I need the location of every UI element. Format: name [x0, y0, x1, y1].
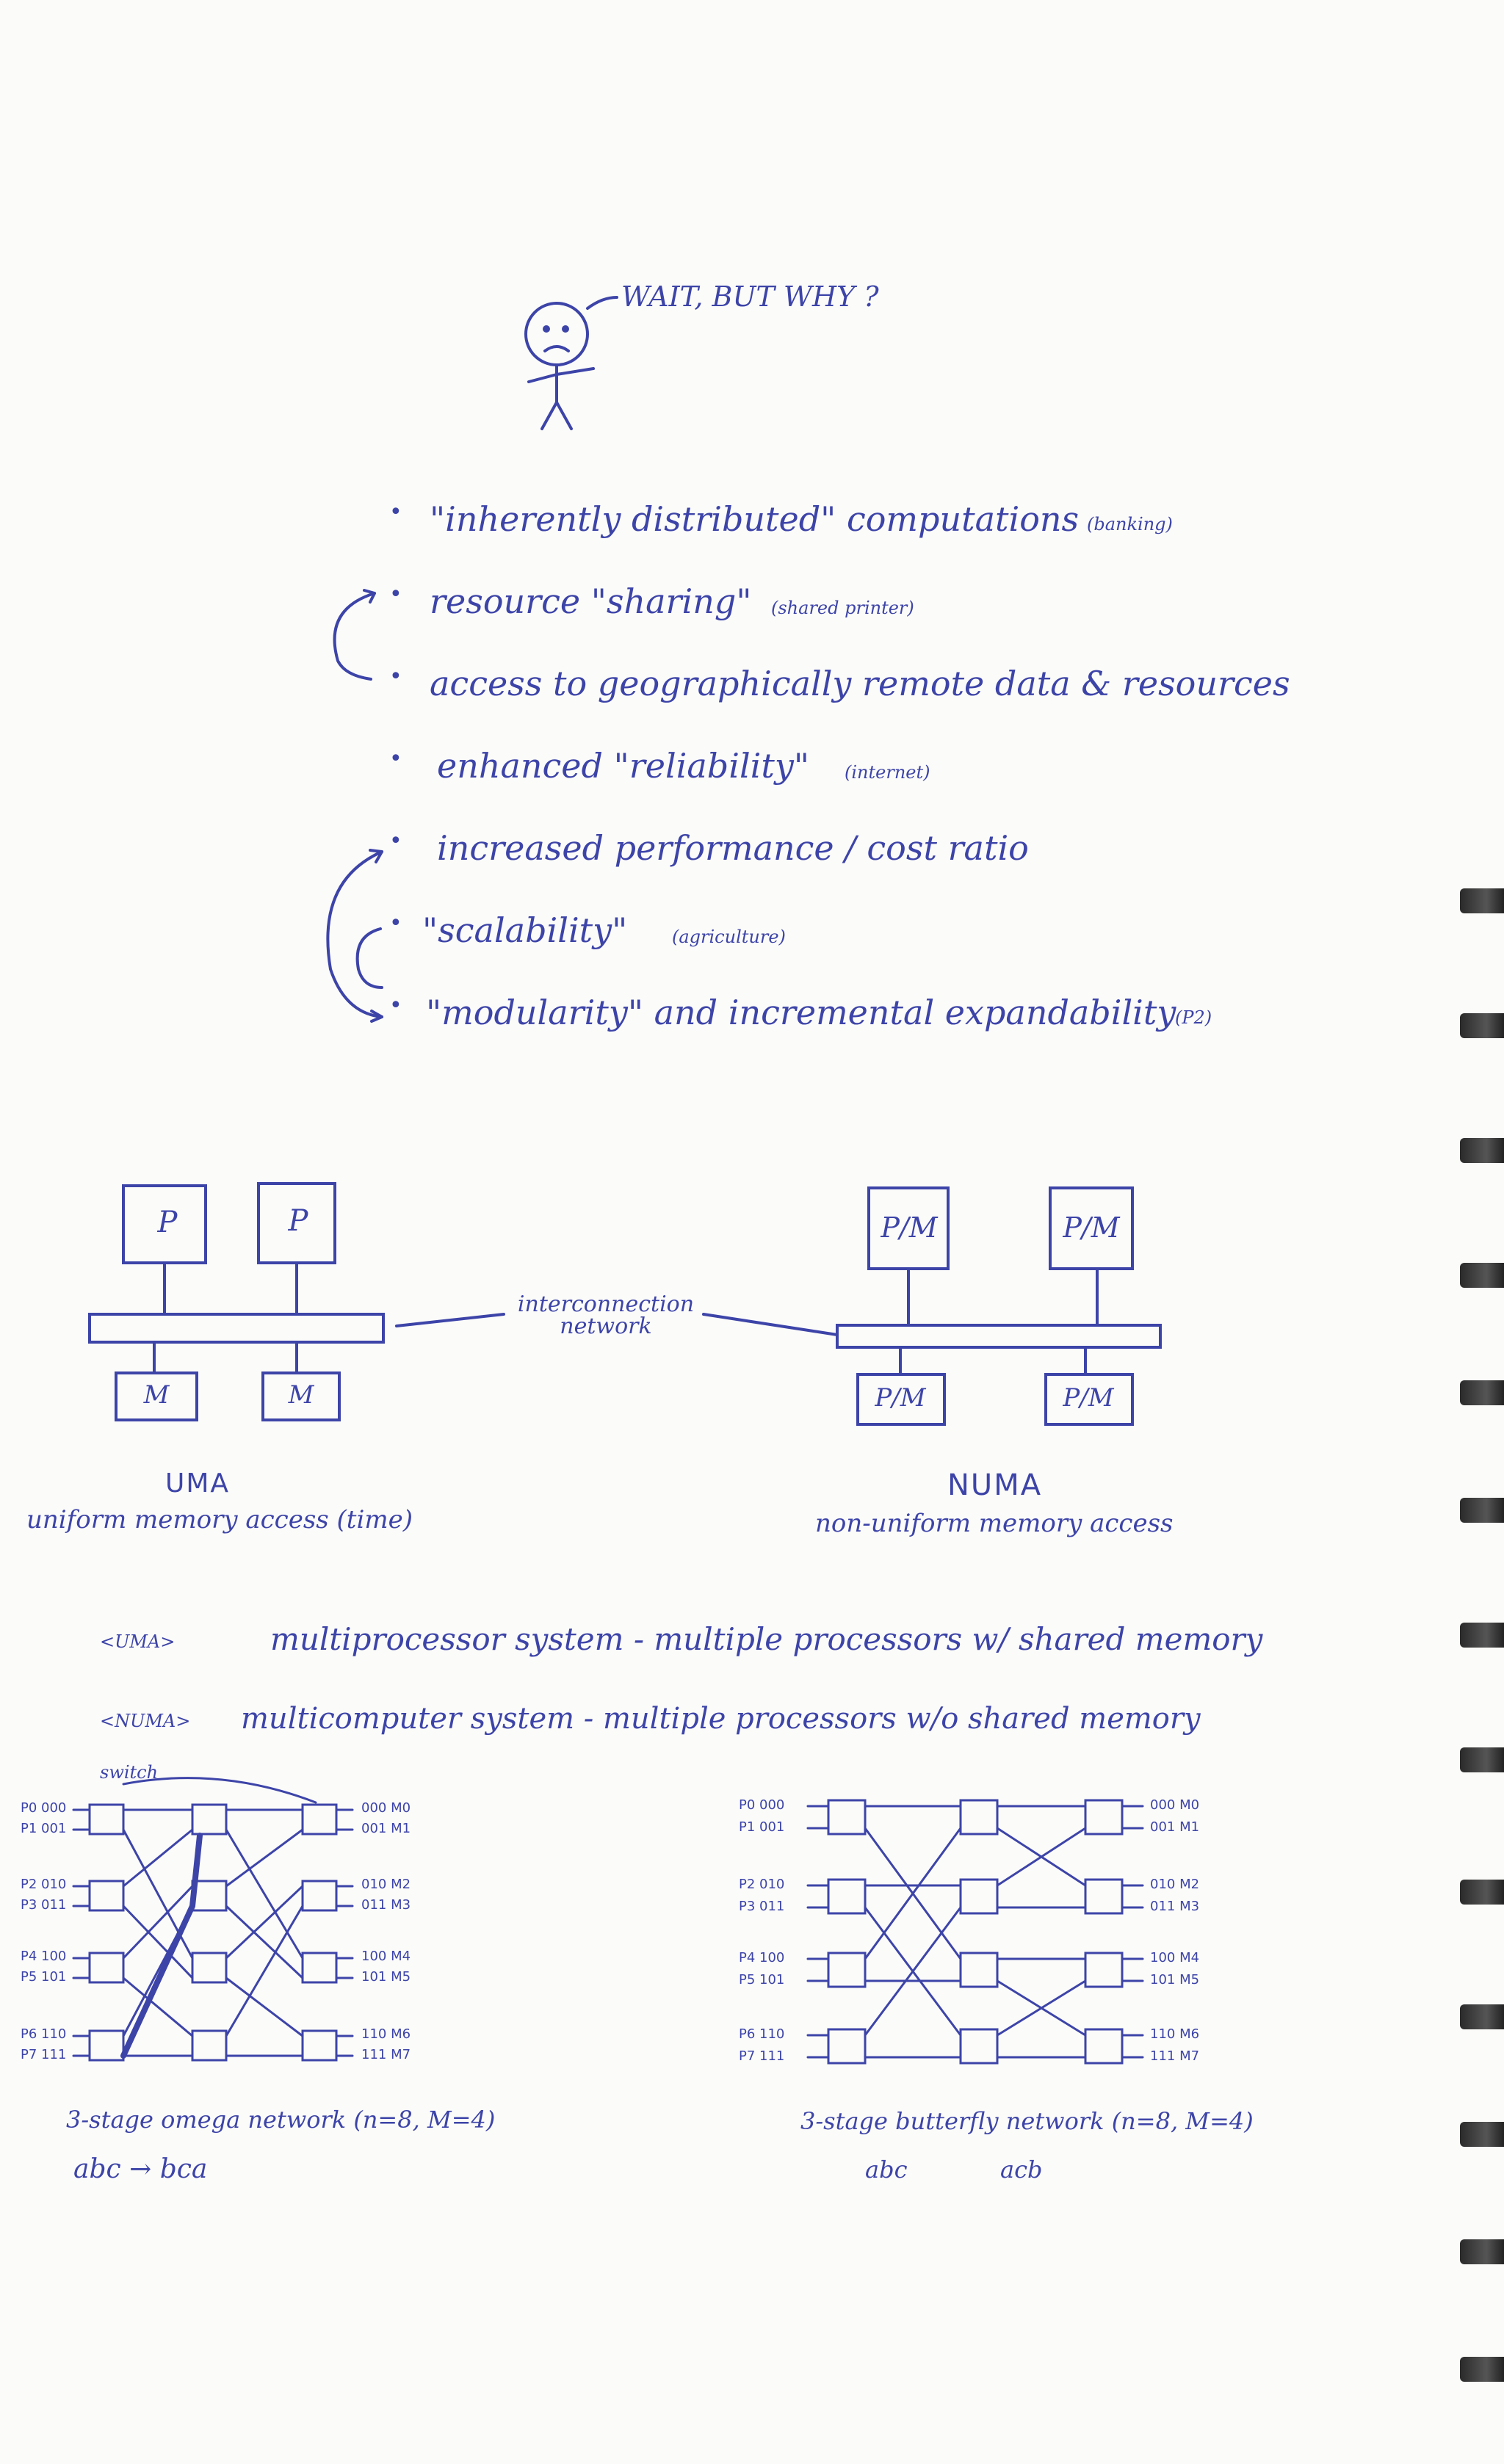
bullet-dot: •: [389, 581, 402, 607]
bullet-text: resource "sharing": [430, 581, 752, 621]
omega-output-label: 000 M0: [361, 1800, 411, 1816]
butterfly-output-label: 101 M5: [1150, 1972, 1200, 1987]
omega-input-label: P5 101: [21, 1969, 67, 1985]
butterfly-output-label: 110 M6: [1150, 2026, 1200, 2042]
numa-node-box: P/M: [875, 1383, 926, 1413]
uma-diagram: [90, 1184, 383, 1420]
butterfly-output-label: 111 M7: [1150, 2048, 1200, 2064]
bullet-text: "scalability": [422, 910, 628, 950]
bullet-text: access to geographically remote data & resources: [430, 664, 1290, 703]
uma-processor-box: P: [157, 1206, 178, 1239]
bullet-dot: •: [389, 499, 402, 525]
butterfly-caption: 3-stage butterfly network (n=8, M=4): [800, 2107, 1254, 2135]
butterfly-input-label: P4 100: [739, 1950, 785, 1965]
butterfly-output-label: 010 M2: [1150, 1877, 1200, 1892]
bullet-note: (banking): [1087, 514, 1173, 535]
butterfly-output-label: 001 M1: [1150, 1819, 1200, 1835]
butterfly-rule-right: acb: [1000, 2156, 1043, 2184]
multiprocessor-tag: <UMA>: [100, 1631, 176, 1652]
omega-output-label: 111 M7: [361, 2047, 411, 2062]
stick-figure-illustration: [526, 297, 617, 429]
bullet-note: (P2): [1175, 1007, 1212, 1028]
omega-output-label: 101 M5: [361, 1969, 411, 1985]
numa-node-box: P/M: [881, 1211, 938, 1244]
butterfly-input-label: P3 011: [739, 1899, 785, 1914]
bullet-dot: •: [389, 746, 402, 772]
bullet-dot: •: [389, 828, 402, 854]
bullet-note: (agriculture): [672, 927, 786, 947]
omega-input-label: P6 110: [21, 2026, 67, 2042]
omega-input-label: P1 001: [21, 1821, 67, 1836]
multiprocessor-definition: multiprocessor system - multiple processors w/ shared memory: [270, 1621, 1263, 1657]
butterfly-network-diagram: [808, 1800, 1143, 2063]
bullet-dot: •: [389, 910, 402, 936]
omega-rule: abc → bca: [73, 2154, 208, 2184]
butterfly-input-label: P6 110: [739, 2026, 785, 2042]
butterfly-input-label: P7 111: [739, 2048, 785, 2064]
interconnection-label: interconnection network: [517, 1291, 695, 1339]
numa-node-box: P/M: [1063, 1383, 1114, 1413]
omega-input-label: P0 000: [21, 1800, 67, 1816]
butterfly-output-label: 100 M4: [1150, 1950, 1200, 1965]
bullet-note: (internet): [845, 762, 930, 783]
omega-output-label: 001 M1: [361, 1821, 411, 1836]
butterfly-rule-left: abc: [865, 2156, 908, 2184]
bullet-note: (shared printer): [771, 598, 914, 618]
omega-input-label: P7 111: [21, 2047, 67, 2062]
numa-subtitle: non-uniform memory access: [815, 1509, 1174, 1538]
numa-title: NUMA: [947, 1468, 1043, 1502]
bullet-text: increased performance / cost ratio: [437, 828, 1029, 868]
butterfly-input-label: P0 000: [739, 1797, 785, 1813]
numa-node-box: P/M: [1063, 1211, 1120, 1244]
bracket-arrow-icon: [328, 852, 382, 1017]
multicomputer-tag: <NUMA>: [100, 1711, 191, 1731]
switch-label: switch: [100, 1762, 159, 1783]
bullet-text: "modularity" and incremental expandability: [426, 993, 1176, 1032]
omega-input-label: P4 100: [21, 1949, 67, 1964]
omega-output-label: 011 M3: [361, 1897, 411, 1913]
bullet-text: enhanced "reliability": [437, 746, 810, 786]
uma-subtitle: uniform memory access (time): [26, 1505, 413, 1534]
omega-caption: 3-stage omega network (n=8, M=4): [66, 2106, 496, 2134]
uma-processor-box: P: [288, 1204, 308, 1238]
omega-input-label: P3 011: [21, 1897, 67, 1913]
butterfly-input-label: P2 010: [739, 1877, 785, 1892]
bullet-dot: •: [389, 664, 402, 689]
multicomputer-definition: multicomputer system - multiple processors w/o shared memory: [241, 1702, 1201, 1736]
bullet-dot: •: [389, 993, 402, 1018]
omega-input-label: P2 010: [21, 1877, 67, 1892]
uma-memory-box: M: [143, 1380, 170, 1410]
omega-output-label: 110 M6: [361, 2026, 411, 2042]
bullet-text: "inherently distributed" computations: [430, 499, 1080, 539]
butterfly-output-label: 000 M0: [1150, 1797, 1200, 1813]
speech-text: WAIT, BUT WHY ?: [621, 280, 879, 313]
butterfly-input-label: P5 101: [739, 1972, 785, 1987]
butterfly-output-label: 011 M3: [1150, 1899, 1200, 1914]
omega-output-label: 100 M4: [361, 1949, 411, 1964]
bracket-arrow-icon: [335, 593, 375, 679]
uma-title: UMA: [165, 1468, 231, 1499]
uma-memory-box: M: [288, 1380, 314, 1410]
omega-network-diagram: [73, 1778, 352, 2060]
omega-output-label: 010 M2: [361, 1877, 411, 1892]
butterfly-input-label: P1 001: [739, 1819, 785, 1835]
